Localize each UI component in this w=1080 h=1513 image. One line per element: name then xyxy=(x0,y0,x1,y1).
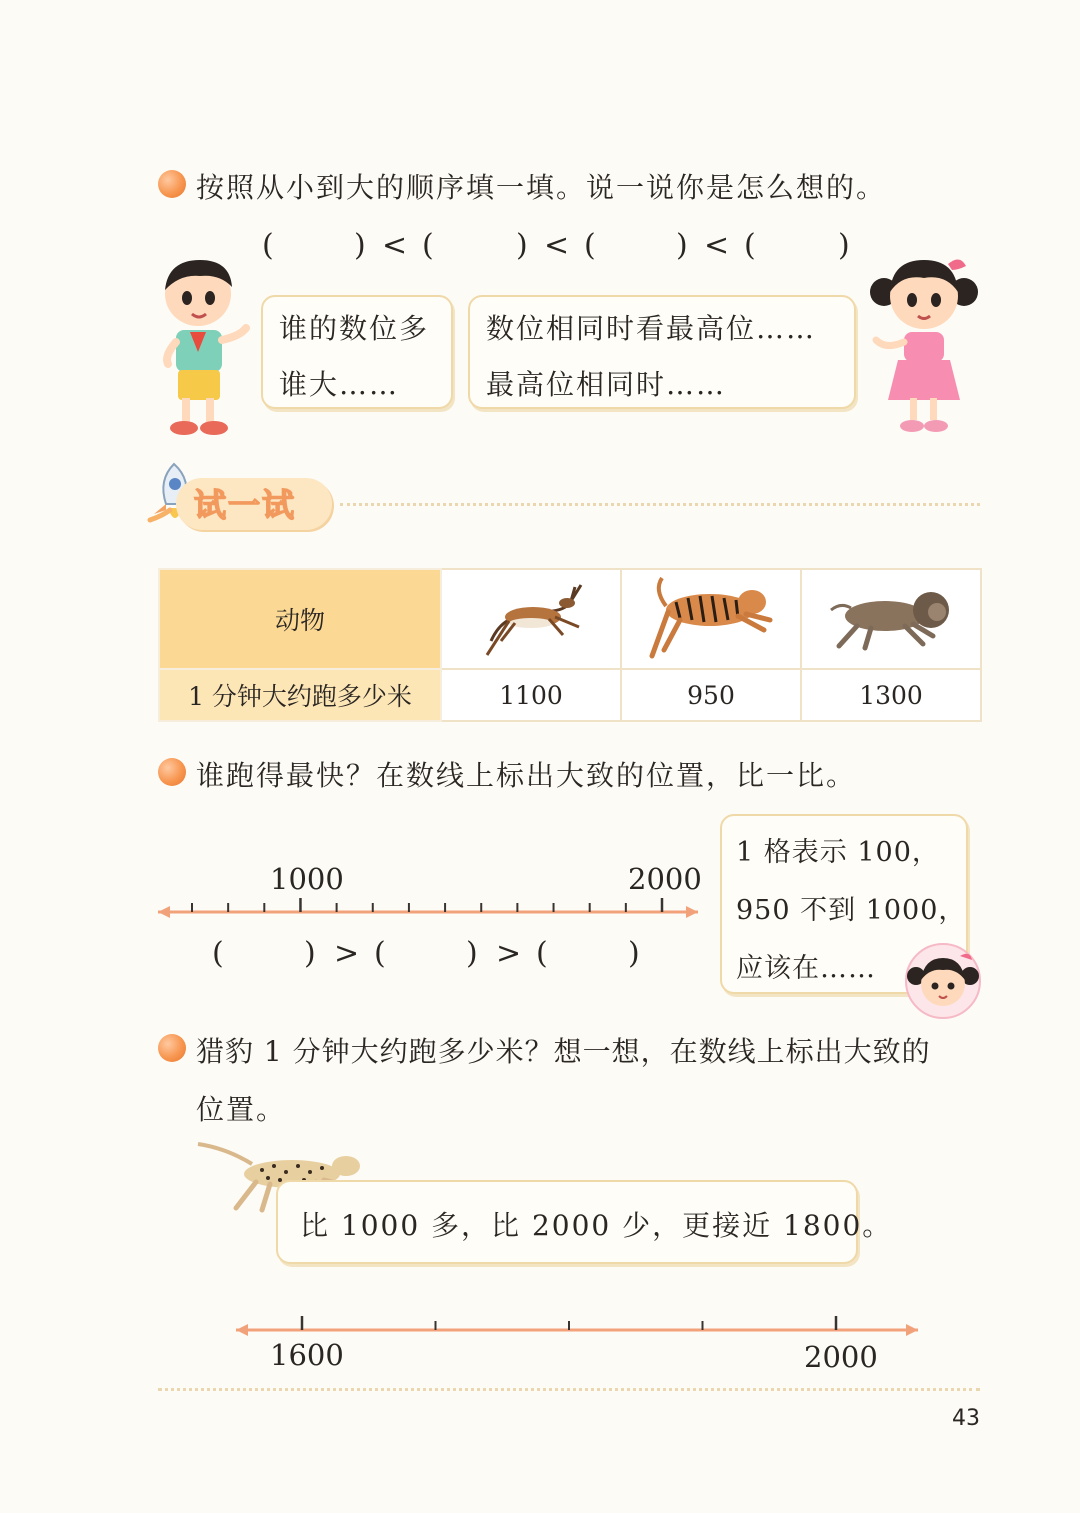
table-cell-value: 1300 xyxy=(801,669,981,721)
table-header-animal: 动物 xyxy=(159,569,441,669)
blank-close: ) xyxy=(516,228,528,263)
tiger-icon xyxy=(646,570,776,662)
table-cell-value: 1100 xyxy=(441,669,621,721)
arrow-right-icon xyxy=(906,1324,918,1336)
bubble-line: 数位相同时看最高位…… xyxy=(486,312,817,345)
try-it-label: 试一试 xyxy=(194,486,297,524)
blank-open: ( xyxy=(536,936,548,971)
footer-divider xyxy=(158,1388,980,1391)
bullet-dot-icon xyxy=(158,1034,186,1062)
numberline-label-2000: 2000 xyxy=(628,862,702,896)
blank-close: ) xyxy=(466,936,478,971)
divider-dotted xyxy=(340,503,980,506)
antelope-icon xyxy=(471,571,591,661)
bubble-line: 应该在…… xyxy=(736,953,876,984)
arrow-right-icon xyxy=(686,906,698,918)
table-cell-value: 950 xyxy=(621,669,801,721)
blank-open: ( xyxy=(212,936,224,971)
bubble-line: 比 1000 多，比 2000 少，更接近 1800。 xyxy=(300,1209,893,1242)
animal-speed-table xyxy=(158,568,982,722)
bubble-line: 1 格表示 100， xyxy=(736,837,940,868)
greater-than-sign: > xyxy=(334,936,360,971)
blank-close: ) xyxy=(676,228,688,263)
girl-face-icon xyxy=(904,942,982,1020)
bubble-line: 最高位相同时…… xyxy=(486,368,727,401)
hint-bubble-cheetah xyxy=(276,1180,893,1264)
blank-open: ( xyxy=(422,228,434,263)
lion-icon xyxy=(821,576,961,656)
blank-open: ( xyxy=(262,228,274,263)
girl-illustration xyxy=(868,252,980,436)
less-than-sign: < xyxy=(544,228,570,263)
arrow-left-icon xyxy=(158,906,170,918)
girl-speech-bubble xyxy=(468,295,856,409)
question-fastest: 谁跑得最快？在数线上标出大致的位置，比一比。 xyxy=(196,759,857,792)
numberline-label-2000: 2000 xyxy=(804,1340,878,1374)
blank-close: ) xyxy=(838,228,850,263)
blank-row-descending xyxy=(212,936,662,976)
bubble-line: 谁的数位多 xyxy=(279,312,430,345)
blank-row-ascending xyxy=(262,228,862,268)
blank-open: ( xyxy=(374,936,386,971)
boy-illustration xyxy=(150,252,250,438)
table-header-speed: 1 分钟大约跑多少米 xyxy=(159,669,441,721)
question-order: 按照从小到大的顺序填一填。说一说你是怎么想的。 xyxy=(196,171,887,204)
greater-than-sign: > xyxy=(496,936,522,971)
number-line-1000-2000 xyxy=(150,890,710,930)
numberline-label-1000: 1000 xyxy=(270,862,344,896)
blank-close: ) xyxy=(304,936,316,971)
page-number: 43 xyxy=(952,1406,980,1431)
blank-open: ( xyxy=(744,228,756,263)
less-than-sign: < xyxy=(382,228,408,263)
bubble-line: 950 不到 1000， xyxy=(736,895,967,926)
numberline-label-1600: 1600 xyxy=(270,1338,344,1372)
table-cell-lion xyxy=(801,569,981,669)
bubble-line: 谁大…… xyxy=(279,368,400,401)
less-than-sign: < xyxy=(704,228,730,263)
blank-open: ( xyxy=(584,228,596,263)
table-cell-antelope xyxy=(441,569,621,669)
question-cheetah-line2: 位置。 xyxy=(196,1093,287,1126)
question-cheetah-line1: 猎豹 1 分钟大约跑多少米？想一想，在数线上标出大致的 xyxy=(196,1035,931,1068)
bullet-dot-icon xyxy=(158,170,186,198)
boy-speech-bubble xyxy=(261,295,453,409)
table-cell-tiger xyxy=(621,569,801,669)
bullet-dot-icon xyxy=(158,758,186,786)
arrow-left-icon xyxy=(236,1324,248,1336)
blank-close: ) xyxy=(354,228,366,263)
blank-close: ) xyxy=(628,936,640,971)
